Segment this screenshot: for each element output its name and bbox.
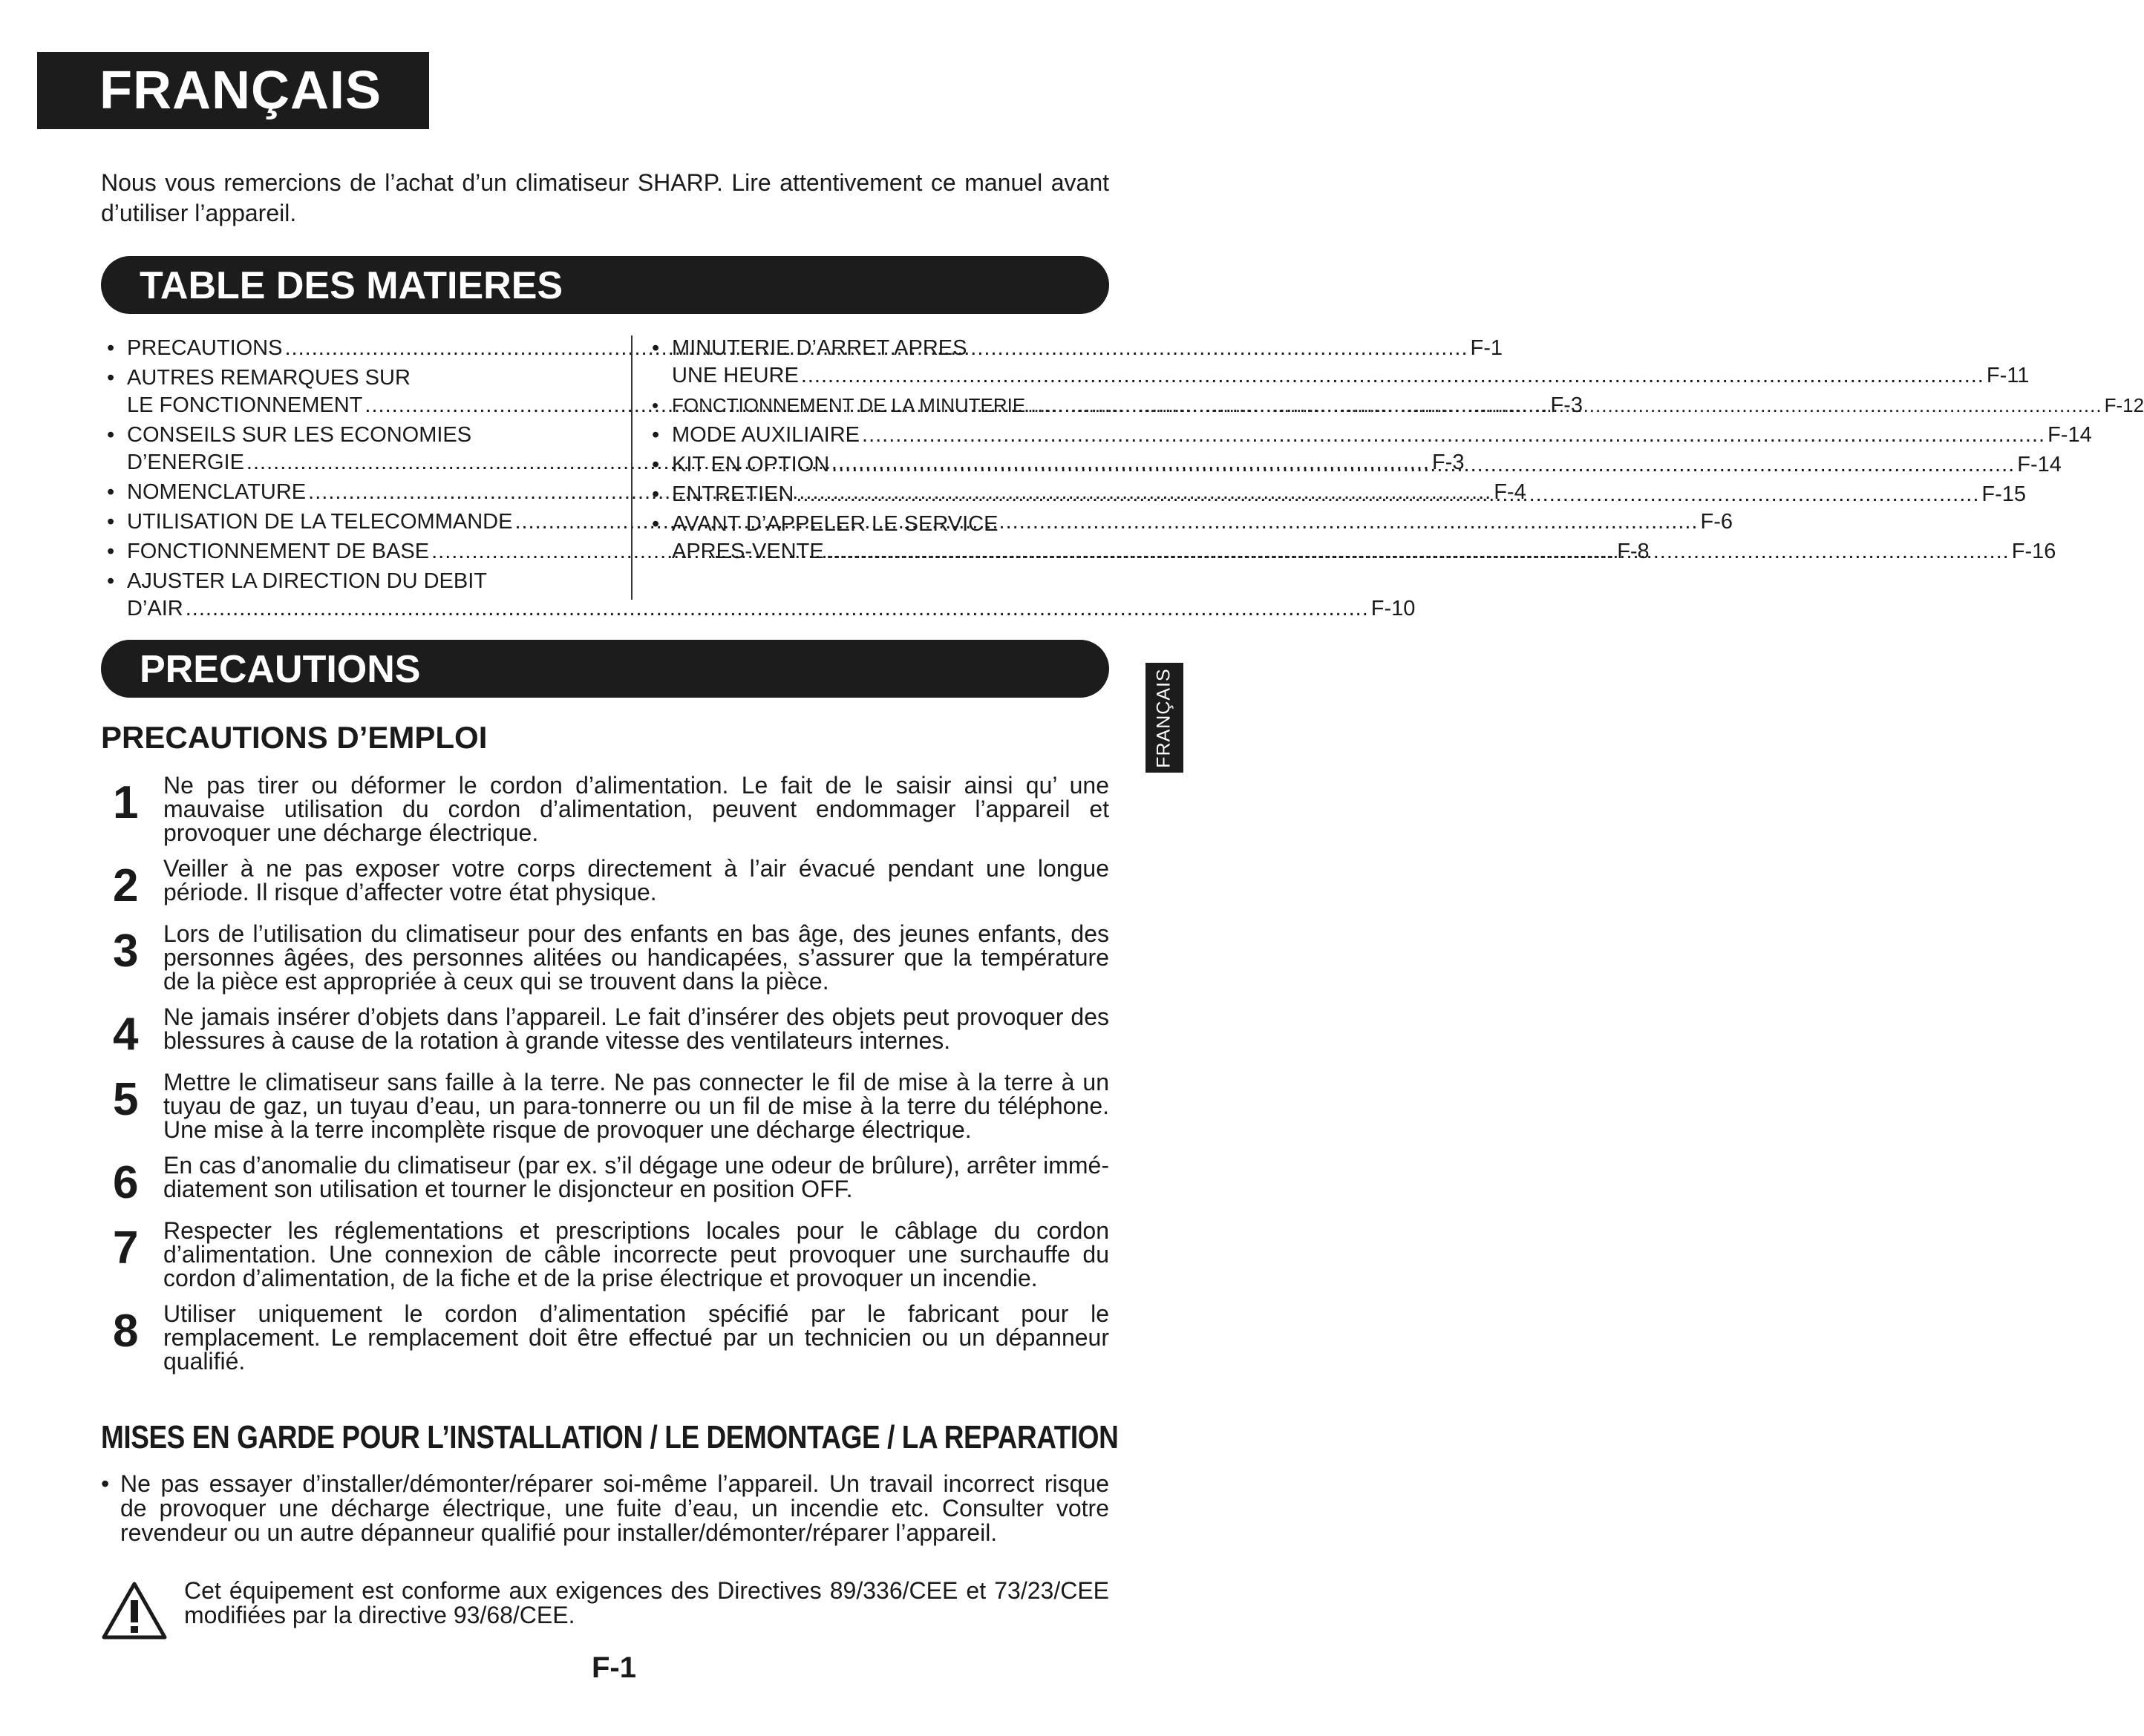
toc-page-number: F-11 xyxy=(1986,364,2030,387)
precaution-number: 7 xyxy=(113,1222,139,1274)
bullet: • xyxy=(107,336,115,360)
precaution-number: 1 xyxy=(113,777,139,828)
bullet: • xyxy=(652,512,660,536)
toc-item-label: UNE HEURE xyxy=(672,364,799,387)
toc-item-label: MODE AUXILIAIRE xyxy=(672,423,860,447)
precautions-list xyxy=(101,773,1109,1385)
bullet: • xyxy=(107,423,115,447)
bullet: • xyxy=(652,482,660,506)
toc-item-text: AVANT D’APPELER LE SERVICE xyxy=(672,512,999,536)
installation-note xyxy=(101,1472,1109,1545)
toc-leader-dots xyxy=(831,451,2015,479)
precaution-text: Ne pas tirer ou déformer le cordon d’alimentation. Le fait de le saisir ainsi qu’ une mauvaise utilisation du cordon d’alimentation, peuvent endommager l’appareil et provoquer une décharge électrique. xyxy=(163,772,1109,846)
toc-page-number: F-6 xyxy=(1700,510,1733,534)
side-language-tab-label: FRANÇAIS xyxy=(1154,667,1174,768)
toc-item-text: AUTRES REMARQUES SUR xyxy=(127,366,411,390)
toc-item-label: KIT EN OPTION xyxy=(672,453,830,476)
toc-leader-dots xyxy=(186,595,1369,623)
toc-leader-dots xyxy=(1027,392,2102,419)
toc-divider xyxy=(631,335,633,600)
toc-leader-dots xyxy=(801,362,1984,390)
bullet: • xyxy=(652,453,660,476)
toc-page-number: F-1 xyxy=(1470,336,1503,360)
precaution-number: 8 xyxy=(113,1306,139,1357)
precaution-text: Respecter les réglementations et prescriptions locales pour le câblage du cordon d’alimentation. Une connexion de câble incorrecte peut provoquer une surchauffe du cordon d’alimentation, de la fiche et de la prise électrique et provoquer un incendie. xyxy=(163,1217,1109,1291)
toc-page-number: F-3 xyxy=(1431,451,1465,474)
precaution-number: 2 xyxy=(113,860,139,911)
toc-item-text: MINUTERIE D’ARRET APRES xyxy=(672,336,967,360)
toc-page-number: F-12 xyxy=(2104,394,2144,416)
intro-text: Nous vous remercions de l’achat d’un climatiseur SHARP. Lire attentivement ce manuel avant d’utiliser l’appareil. xyxy=(101,169,1109,226)
toc-item-label: NOMENCLATURE xyxy=(127,480,307,504)
installation-text: Ne pas essayer d’installer/démonter/réparer soi-même l’appareil. Un travail incorrect risque de provoquer une décharge électrique, une fuite d’eau, un incendie etc. Consulter votre revendeur ou un autre dépanneur qualifié pour installer/démonter/réparer l’appareil. xyxy=(120,1470,1109,1546)
toc-page-number: F-8 xyxy=(1617,540,1650,563)
bullet: • xyxy=(107,510,115,534)
toc-page-number: F-14 xyxy=(2047,423,2092,447)
toc-item xyxy=(652,422,2092,449)
warning-text: Cet équipement est conforme aux exigences des Directives 89/336/CEE et 73/23/CEE modifiées par la directive 93/68/CEE. xyxy=(184,1577,1109,1628)
precaution-item xyxy=(101,1302,1109,1373)
precaution-text: Mettre le climatiseur sans faille à la terre. Ne pas connecter le fil de mise à la terre à un tuyau de gaz, un tuyau d’eau, un para-tonnerre ou un fil de mise à la terre du téléphone. Une mise à la terre incomplète risque de provoquer une décharge électrique. xyxy=(163,1069,1109,1143)
toc-page-number: F-16 xyxy=(2011,540,2056,563)
toc-leader-dots xyxy=(796,481,1979,508)
toc-item-label: LE FONCTIONNEMENT xyxy=(127,393,363,417)
precaution-number: 6 xyxy=(113,1157,139,1208)
precaution-item xyxy=(101,856,1109,910)
toc-item-label: APRES-VENTE xyxy=(672,540,824,563)
toc-item-text: AJUSTER LA DIRECTION DU DEBIT xyxy=(127,569,488,593)
precaution-number: 4 xyxy=(113,1009,139,1060)
toc-item-label: D’ENERGIE xyxy=(127,451,244,474)
precaution-text: Veiller à ne pas exposer votre corps directement à l’air évacué pendant une longue période. Il risque d’affecter votre état physique. xyxy=(163,855,1109,905)
page-number: F-1 xyxy=(592,1651,636,1684)
precaution-number: 3 xyxy=(113,926,139,977)
side-language-tab xyxy=(1145,663,1183,773)
precaution-item xyxy=(101,1005,1109,1058)
precaution-item xyxy=(101,1070,1109,1141)
toc-title-bar: TABLE DES MATIERES xyxy=(101,256,1109,314)
toc-leader-dots xyxy=(826,538,2010,566)
toc-page-number: F-3 xyxy=(1550,393,1583,417)
precaution-text: Lors de l’utilisation du climatiseur pour des enfants en bas âge, des jeunes enfants, des personnes âgées, des personnes alitées ou handicapées, s’assurer que la température de la pièce est appropriée à ceux qui se trouvent dans la pièce. xyxy=(163,920,1109,995)
precaution-item xyxy=(101,1153,1109,1207)
precaution-number: 5 xyxy=(113,1074,139,1125)
language-header: FRANÇAIS xyxy=(37,52,429,129)
bullet: • xyxy=(107,366,115,390)
toc-page-number: F-10 xyxy=(1370,597,1416,620)
bullet: • xyxy=(652,423,660,447)
toc-item-label: UTILISATION DE LA TELECOMMANDE xyxy=(127,510,513,534)
toc-item-label: ENTRETIEN xyxy=(672,482,794,506)
toc-item-label: PRECAUTIONS xyxy=(127,336,283,360)
bullet: • xyxy=(107,569,115,593)
precaution-item xyxy=(101,773,1109,845)
precaution-item xyxy=(101,1219,1109,1290)
toc-page-number: F-15 xyxy=(1981,482,2027,506)
precautions-title-bar: PRECAUTIONS xyxy=(101,640,1109,698)
toc-item-label: FONCTIONNEMENT DE BASE xyxy=(127,540,430,563)
toc-page-number: F-14 xyxy=(2017,453,2062,476)
precaution-text: Utiliser uniquement le cordon d’alimentation spécifié par le fabricant pour le remplacement. Le remplacement doit être effectué par un technicien ou un dépanneur qualifié. xyxy=(163,1300,1109,1375)
toc-item-label: D’AIR xyxy=(127,597,183,620)
precaution-text: En cas d’anomalie du climatiseur (par ex. s’il dégage une odeur de brûlure), arrêter immé-diatement son utilisation et tourner le disjoncteur en position OFF. xyxy=(163,1152,1109,1202)
precaution-text: Ne jamais insérer d’objets dans l’appareil. Le fait d’insérer des objets peut provoquer des blessures à cause de la rotation à grande vitesse des ventilateurs internes. xyxy=(163,1003,1109,1054)
bullet: • xyxy=(107,480,115,504)
precautions-subtitle: PRECAUTIONS D’EMPLOI xyxy=(101,720,488,755)
toc-item xyxy=(652,335,2030,390)
installation-title: MISES EN GARDE POUR L’INSTALLATION / LE DEMONTAGE / LA REPARATION xyxy=(101,1419,1119,1455)
toc-leader-dots xyxy=(862,422,2045,449)
precaution-item xyxy=(101,922,1109,993)
bullet: • xyxy=(107,540,115,563)
warning-icon xyxy=(101,1581,168,1640)
toc-page-number: F-4 xyxy=(1494,480,1526,504)
bullet: • xyxy=(101,1470,110,1497)
bullet: • xyxy=(652,394,659,416)
toc-item xyxy=(107,568,1416,623)
bullet: • xyxy=(652,336,660,360)
toc-item-text: CONSEILS SUR LES ECONOMIES xyxy=(127,423,472,447)
toc-item-label: FONCTIONNEMENT DE LA MINUTERIE xyxy=(672,394,1026,416)
